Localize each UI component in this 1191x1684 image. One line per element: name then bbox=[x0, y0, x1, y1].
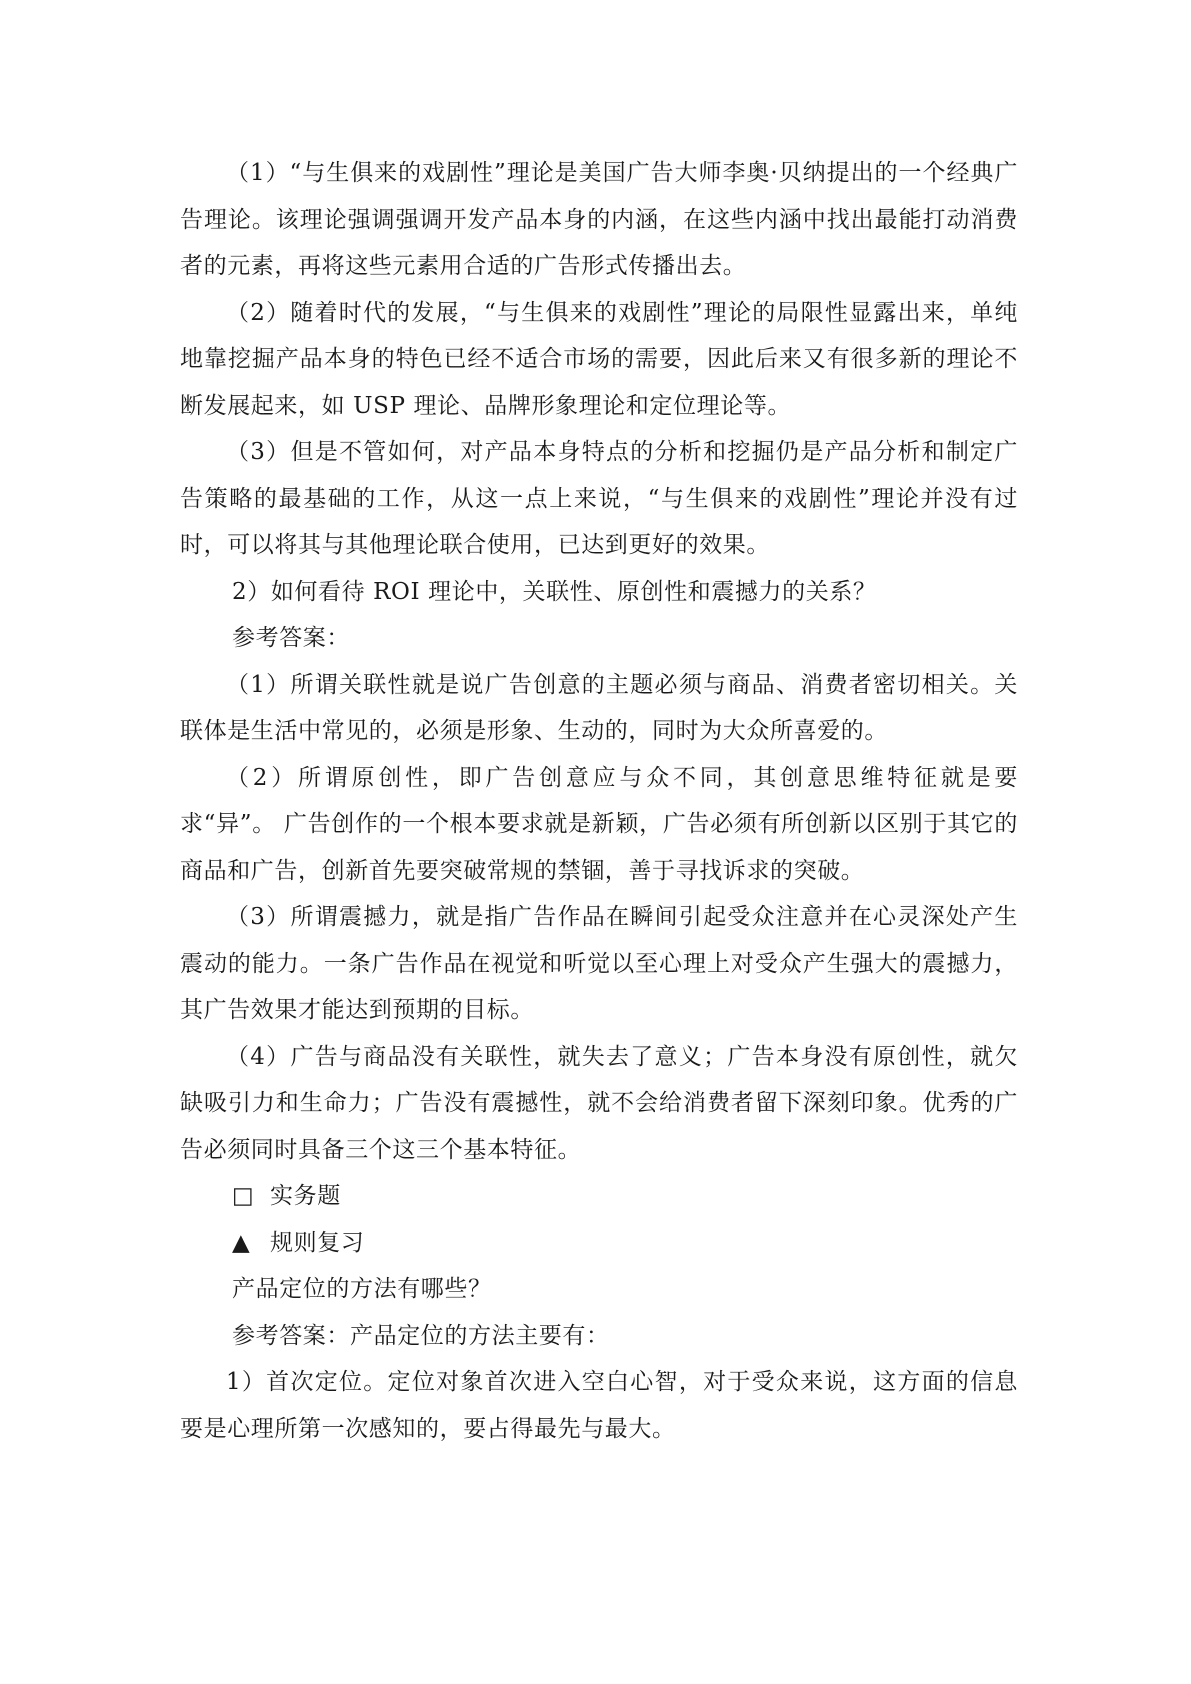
section-label: 实务题 bbox=[270, 1183, 341, 1209]
subsection-label: 规则复习 bbox=[270, 1229, 365, 1256]
answer-2: （2）所谓原创性，即广告创意应与众不同，其创意思维特征就是要求“异”。 广告创作的一个根本要求就是新颖，广告必须有所创新以区别于其它的商品和广告，创新首先要突破常规的禁锢，善于寻找诉求的突破。 bbox=[180, 764, 1018, 884]
positioning-answer-item-1: 1）首次定位。定位对象首次进入空白心智，对于受众来说，这方面的信息要是心理所第一次感知的，要占得最先与最大。 bbox=[180, 1369, 1018, 1442]
paragraph-1: （1）“与生俱来的戏剧性”理论是美国广告大师李奥·贝纳提出的一个经典广告理论。该理论强调强调开发产品本身的内涵，在这些内涵中找出最能打动消费者的元素，再将这些元素用合适的广告形式传播出去。 bbox=[180, 160, 1018, 279]
question-2: 2）如何看待 ROI 理论中，关联性、原创性和震撼力的关系？ bbox=[232, 578, 877, 605]
reference-answer-label: 参考答案： bbox=[232, 625, 350, 651]
answer-1: （1）所谓关联性就是说广告创意的主题必须与商品、消费者密切相关。关联体是生活中常见的，必须是形象、生动的，同时为大众所喜爱的。 bbox=[180, 671, 1018, 744]
positioning-question: 产品定位的方法有哪些？ bbox=[232, 1276, 492, 1302]
paragraph-2: （2）随着时代的发展，“与生俱来的戏剧性”理论的局限性显露出来，单纯地靠挖掘产品本身的特色已经不适合市场的需要，因此后来又有很多新的理论不断发展起来，如 USP 理论、品牌形象理论和定位理论等。 bbox=[180, 299, 1018, 419]
paragraph-3: （3）但是不管如何，对产品本身特点的分析和挖掘仍是产品分析和制定广告策略的最基础的工作，从这一点上来说，“与生俱来的戏剧性”理论并没有过时，可以将其与其他理论联合使用，已达到更好的效果。 bbox=[180, 439, 1018, 558]
section-heading bbox=[180, 1173, 1018, 1220]
triangle-icon: ▲ bbox=[232, 1229, 251, 1256]
positioning-answer-intro: 参考答案：产品定位的方法主要有： bbox=[232, 1322, 610, 1349]
subsection-heading bbox=[180, 1220, 1018, 1267]
answer-3: （3）所谓震撼力，就是指广告作品在瞬间引起受众注意并在心灵深处产生震动的能力。一条广告作品在视觉和听觉以至心理上对受众产生强大的震撼力，其广告效果才能达到预期的目标。 bbox=[180, 904, 1018, 1023]
answer-4: （4）广告与商品没有关联性，就失去了意义；广告本身没有原创性，就欠缺吸引力和生命力；广告没有震撼性，就不会给消费者留下深刻印象。优秀的广告必须同时具备三个这三个基本特征。 bbox=[180, 1043, 1018, 1163]
document-page bbox=[180, 150, 1018, 1452]
checkbox-square-icon: □ bbox=[232, 1183, 255, 1209]
